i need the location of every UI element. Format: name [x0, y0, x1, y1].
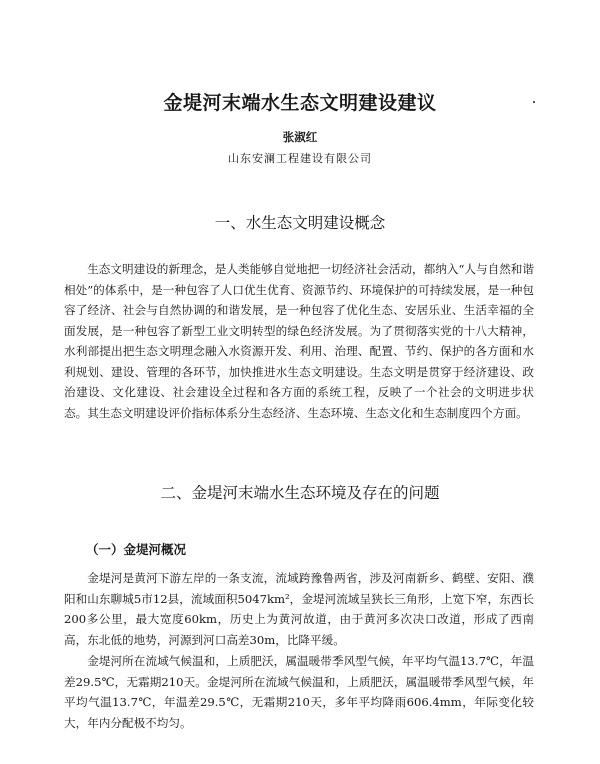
section-2-paragraph-1: 金堤河是黄河下游左岸的一条支流，流域跨豫鲁两省，涉及河南新乡、鹤壁、安阳、濮阳和山东聊城5市12县，流域面积5047km²，金堤河流域呈狭长三角形，上宽下窄，东西长200多公里，最大宽度60km，历史上为黄河故道，由于黄河多次决口改道，形成了西南高，东北低的地势，河源到河口高差30m，比降平缓。 — [64, 571, 534, 647]
section-1-paragraph: 生态文明建设的新理念，是人类能够自觉地把一切经济社会活动，都纳入“人与自然和谐相处”的体系中，是一种包容了人口优生优育、资源节约、环境保护的可持续发展，是一种包容了经济、社会与自然协调的和谐发展，是一种包容了优化生态、安居乐业、生活幸福的全面发展，是一种包容了新型工业文明转型的绿色经济发展。为了贯彻落实党的十八大精神，水利部提出把生态文明理念融入水资源开发、利用、治理、配置、节约、保护的各方面和水利规划、建设、管理的各环节，加快推进水生态文明建设。生态文明是贯穿于经济建设、政治建设、文化建设、社会建设全过程和各方面的系统工程，反映了一个社会的文明进步状态。其生态文明建设评价指标体系分生态经济、生态环境、生态文化和生态制度四个方面。 — [64, 262, 534, 420]
section-2-paragraph-2: 金堤河所在流域气候温和，上质肥沃，属温暖带季风型气候，年平均气温13.7℃，年温差29.5℃，无霜期210天。金堤河所在流域气候温和，上质肥沃，属温暖带季风型气候，年平均气温13.7℃，年温差29.5℃，无霜期210天，多年平均降雨606.4mm，年际变化较大，年内分配极不均匀。 — [64, 654, 534, 730]
section-heading-2: 二、金堤河末端水生态环境及存在的问题 — [160, 484, 440, 502]
scan-speck — [533, 101, 535, 103]
section-heading-1: 一、水生态文明建设概念 — [214, 214, 386, 232]
subsection-heading: （一）金堤河概况 — [86, 542, 187, 557]
author-name: 张淑红 — [282, 130, 318, 144]
author-affiliation: 山东安澜工程建设有限公司 — [228, 152, 372, 165]
document-title: 金堤河末端水生态文明建设建议 — [163, 92, 437, 114]
